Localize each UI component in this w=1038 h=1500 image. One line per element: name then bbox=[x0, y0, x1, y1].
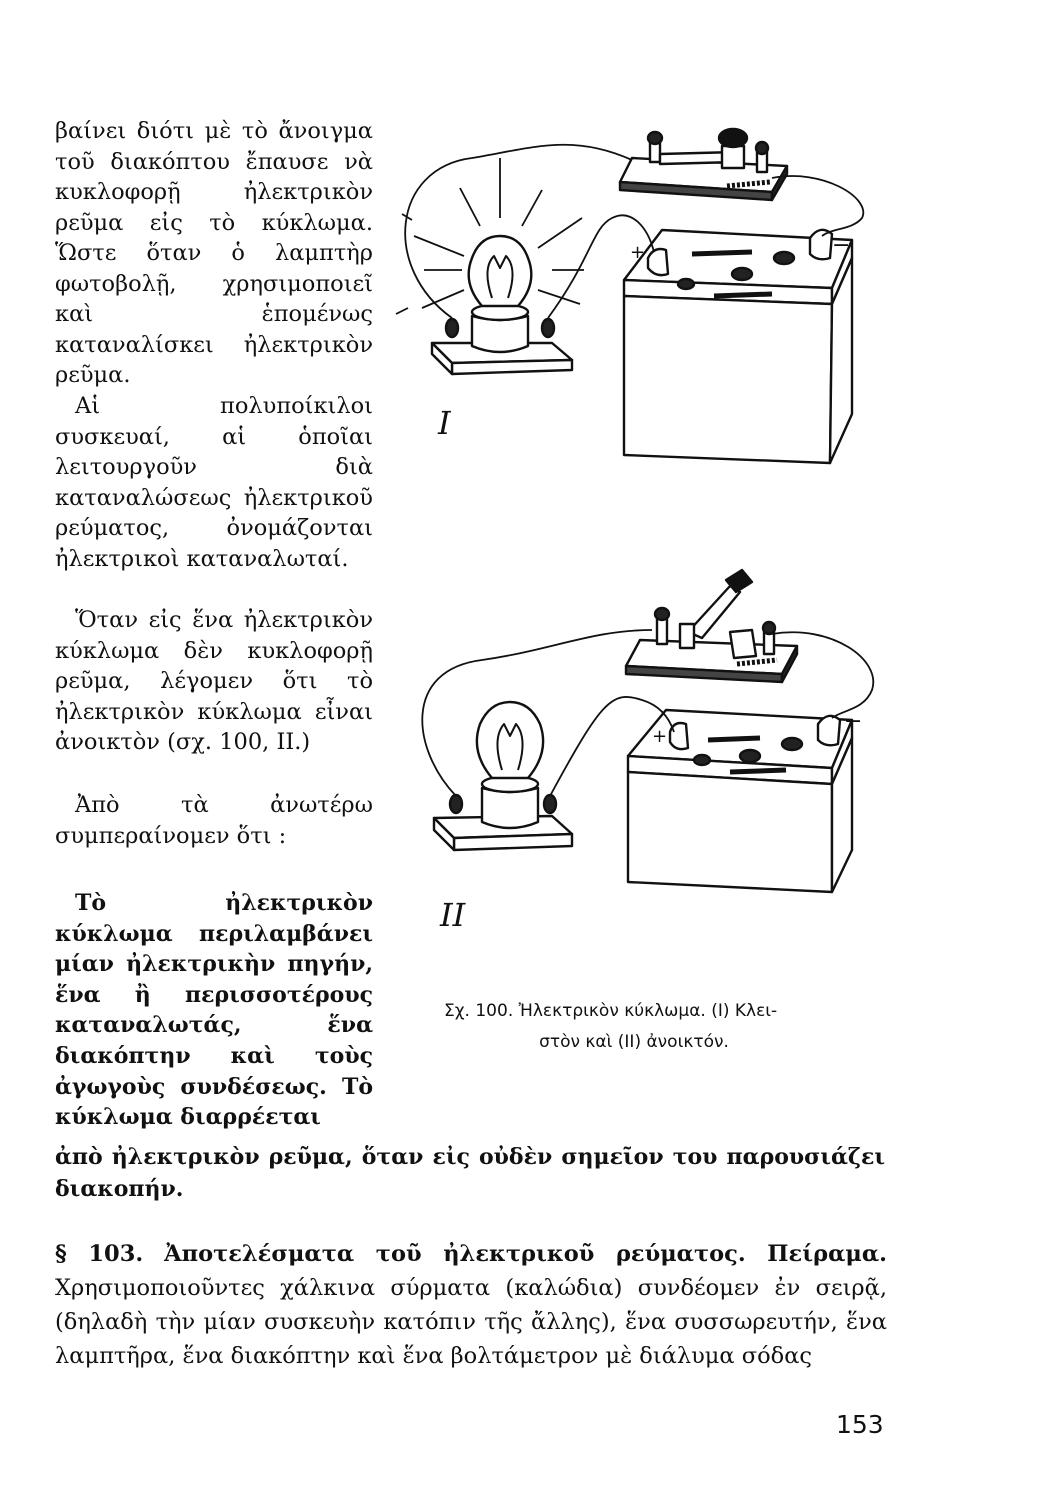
paragraph-1-text: βαίνει διότι μὲ τὸ ἄνοιγμα τοῦ διακόπτου ἔπαυσε νὰ κυκλοφορῇ ἠλεκτρικὸν ρεῦμα εἰς τὸ κύκλωμα. Ὥστε ὅταν ὁ λαμπτὴρ φωτοβολῇ, χρησιμοποιεῖ καὶ ἑπομένως καταναλίσκει ἠλεκτρικὸν ρεῦμα. bbox=[55, 118, 373, 388]
lamp-lit-illustration bbox=[432, 236, 572, 374]
figure-label-closed: I bbox=[438, 404, 451, 442]
section-103 bbox=[55, 1237, 887, 1373]
section-number: § 103. bbox=[55, 1241, 144, 1267]
section-title: Ἀποτελέσματα τοῦ ἠλεκτρικοῦ ρεύματος. Πείραμα. bbox=[164, 1241, 888, 1267]
switch-open-illustration bbox=[626, 570, 797, 682]
plus-label-2: + bbox=[652, 726, 668, 747]
conclusion-bold-text: Τὸ ἠλεκτρικὸν κύκλωμα περιλαμβάνει μίαν ἠλεκτρικὴν πηγήν, ἕνα ἢ περισσοτέρους καταναλωτάς, ἕνα διακόπτην καὶ τοὺς ἀγωγοὺς συνδέσεως. Τὸ κύκλωμα διαρρέεται bbox=[55, 890, 373, 1131]
paragraph-3 bbox=[55, 605, 373, 758]
minus-label-1: − bbox=[832, 233, 851, 258]
plus-label-1: + bbox=[630, 242, 646, 263]
figure-caption bbox=[444, 996, 864, 1058]
switch-closed-illustration bbox=[620, 129, 787, 200]
paragraph-2-text: Αἱ πολυποίκιλοι συσκευαί, αἱ ὁποῖαι λειτουργοῦν διὰ καταναλώσεως ἠλεκτρικοῦ ρεύματος, ὀνομάζονται ἠλεκτρικοὶ καταναλωταί. bbox=[55, 393, 373, 572]
figure-closed-circuit bbox=[392, 118, 882, 468]
section-text: Χρησιμοποιοῦντες χάλκινα σύρματα (καλώδια) συνδέομεν ἐν σειρᾷ, (δηλαδὴ τὴν μίαν συσκευὴν κατόπιν τῆς ἄλλης), ἕνα συσσωρευτήν, ἕνα λαμπτῆρα, ἕνα διακόπτην καὶ ἕνα βολτάμετρον μὲ διάλυμα σόδας bbox=[55, 1275, 887, 1369]
conclusion-bold-continued: ἀπὸ ἠλεκτρικὸν ρεῦμα, ὅταν εἰς οὐδὲν σημεῖον του παρουσιάζει διακοπήν. bbox=[55, 1144, 885, 1202]
paragraph-2 bbox=[55, 391, 373, 574]
battery-illustration bbox=[624, 230, 852, 463]
paragraph-4-text: Ἀπὸ τὰ ἀνωτέρω συμπεραίνομεν ὅτι : bbox=[55, 792, 373, 849]
page-number: 153 bbox=[836, 1410, 884, 1439]
paragraph-1 bbox=[55, 116, 373, 391]
figure-label-open: II bbox=[440, 896, 466, 934]
caption-line-1: Σχ. 100. Ἠλεκτρικὸν κύκλωμα. (I) Κλει- bbox=[444, 1001, 778, 1021]
minus-label-2: − bbox=[844, 709, 863, 734]
paragraph-3-text: Ὅταν εἰς ἕνα ἠλεκτρικὸν κύκλωμα δὲν κυκλοφορῇ ρεῦμα, λέγομεν ὅτι τὸ ἠλεκτρικὸν κύκλωμα εἶναι ἀνοικτὸν (σχ. 100, II.) bbox=[55, 607, 373, 755]
conclusion-bold bbox=[55, 888, 373, 1133]
lamp-unlit-illustration bbox=[434, 702, 572, 850]
caption-line-2: στὸν καὶ (II) ἀνοικτόν. bbox=[539, 1032, 729, 1052]
paragraph-4 bbox=[55, 790, 373, 851]
figure-open-circuit bbox=[412, 560, 882, 910]
